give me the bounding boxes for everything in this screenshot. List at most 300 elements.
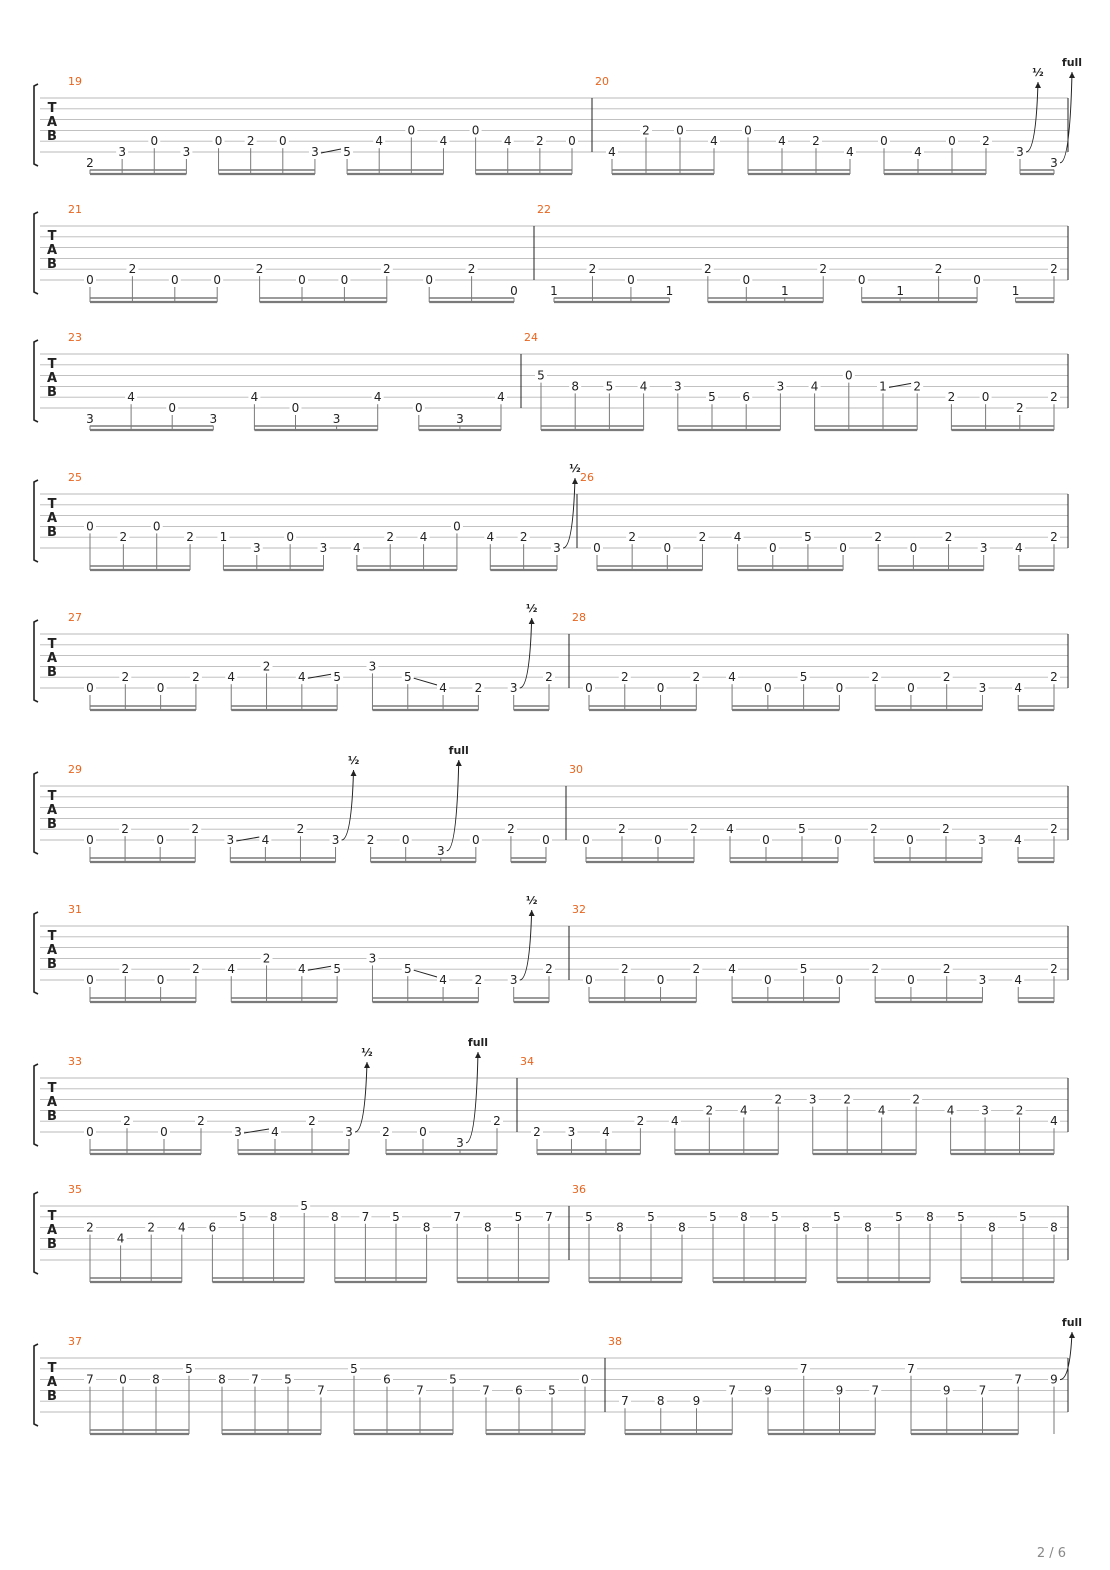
fret-number: 2 [536, 134, 544, 149]
tab-clef-letter: A [46, 1223, 58, 1238]
measure-number: 19 [68, 75, 82, 88]
fret-number: 9 [692, 1394, 701, 1409]
fret-number: 4 [726, 822, 734, 837]
fret-number: 1 [665, 283, 674, 298]
fret-number: 2 [692, 962, 701, 977]
fret-number: 8 [802, 1220, 810, 1235]
measure-number: 31 [68, 903, 82, 916]
measure-number: 27 [68, 611, 82, 624]
measure-number: 23 [68, 331, 82, 344]
fret-number: 2 [192, 670, 200, 685]
fret-number: 2 [197, 1114, 205, 1129]
fret-number: 2 [474, 973, 483, 987]
measure-number: 30 [569, 763, 583, 776]
fret-number: 5 [647, 1209, 655, 1224]
fret-number: 7 [453, 1209, 462, 1224]
tab-clef-letter: B [47, 525, 57, 540]
tab-clef-letter: T [47, 789, 57, 804]
fret-number: 2 [191, 822, 200, 837]
fret-number: 0 [156, 681, 165, 695]
staff-system [34, 1192, 1068, 1282]
fret-number: 2 [628, 530, 636, 545]
fret-number: 0 [86, 273, 94, 287]
fret-number: 2 [819, 262, 828, 277]
fret-number: 3 [553, 541, 561, 555]
bend-arrowhead [475, 1052, 481, 1058]
fret-number: 7 [1014, 1372, 1023, 1387]
fret-number: 2 [934, 262, 943, 277]
measure-number: 32 [572, 903, 586, 916]
measure-number: 22 [537, 203, 551, 216]
fret-number: 0 [593, 541, 601, 555]
fret-number: 3 [331, 833, 340, 847]
fret-number: 0 [340, 273, 349, 287]
fret-number: 4 [439, 973, 447, 987]
fret-number: 2 [128, 262, 137, 277]
fret-number: 0 [906, 833, 914, 847]
fret-number: 0 [86, 1125, 94, 1139]
measure-number: 25 [68, 471, 82, 484]
staff-brace [34, 912, 38, 994]
tab-clef-letter: T [47, 357, 57, 372]
fret-number: 5 [239, 1209, 247, 1224]
bend-label: ½ [569, 462, 581, 475]
fret-number: 4 [946, 1103, 955, 1118]
fret-number: 4 [778, 134, 786, 149]
tab-clef-letter: T [47, 497, 57, 512]
fret-number: 2 [246, 134, 255, 149]
fret-number: 3 [345, 1125, 353, 1139]
fret-number: 8 [926, 1209, 934, 1224]
measure-number: 33 [68, 1055, 82, 1068]
fret-number: 0 [981, 390, 990, 405]
measure-number: 20 [595, 75, 609, 88]
fret-number: 5 [537, 368, 545, 383]
fret-number: 0 [214, 134, 223, 149]
fret-number: 8 [864, 1220, 872, 1235]
fret-number: 4 [1014, 973, 1023, 987]
fret-number: 2 [870, 822, 878, 837]
slide-line [414, 970, 437, 977]
fret-number: 3 [234, 1125, 242, 1139]
fret-number: 4 [639, 379, 648, 394]
fret-number: 0 [510, 283, 518, 298]
fret-number: 0 [676, 123, 684, 138]
fret-number: 8 [422, 1220, 431, 1235]
fret-number: 7 [317, 1383, 325, 1398]
bend-arrow [447, 760, 459, 851]
fret-number: 3 [673, 379, 682, 394]
fret-number: 2 [982, 134, 990, 149]
fret-number: 0 [472, 833, 480, 847]
fret-number: 3 [567, 1125, 576, 1139]
fret-number: 0 [907, 973, 915, 987]
fret-number: 8 [656, 1394, 665, 1409]
fret-number: 4 [1015, 541, 1023, 555]
fret-number: 7 [978, 1383, 987, 1398]
measure-number: 28 [572, 611, 586, 624]
fret-number: 5 [333, 670, 341, 685]
fret-number: 2 [618, 822, 626, 837]
fret-number: 8 [483, 1220, 492, 1235]
fret-number: 2 [705, 1103, 714, 1118]
fret-number: 0 [86, 519, 94, 534]
fret-number: 5 [585, 1209, 593, 1224]
bend-label: full [1061, 56, 1083, 69]
fret-number: 5 [771, 1209, 779, 1224]
fret-number: 2 [704, 262, 712, 277]
fret-number: 5 [895, 1209, 903, 1224]
fret-number: 4 [602, 1125, 610, 1139]
fret-number: 4 [353, 541, 361, 555]
fret-number: 0 [298, 273, 306, 287]
measure-number: 35 [68, 1183, 82, 1196]
fret-number: 5 [403, 962, 412, 977]
tab-clef-letter: A [46, 651, 58, 666]
fret-number: 3 [252, 541, 261, 555]
fret-number: 0 [857, 273, 866, 287]
fret-number: 3 [456, 1135, 464, 1150]
fret-number: 5 [514, 1209, 523, 1224]
fret-number: 9 [764, 1383, 772, 1398]
fret-number: 3 [368, 951, 377, 966]
tab-clef-letter: B [47, 1109, 57, 1124]
fret-number: 0 [286, 530, 294, 545]
bend-arrowhead [529, 910, 535, 916]
fret-number: 3 [436, 843, 445, 858]
fret-number: 0 [656, 681, 665, 695]
tab-clef-letter: B [47, 817, 57, 832]
fret-number: 7 [86, 1372, 94, 1387]
fret-number: 2 [913, 379, 922, 394]
fret-number: 4 [439, 681, 447, 695]
fret-number: 0 [764, 681, 772, 695]
fret-number: 2 [942, 822, 950, 837]
fret-number: 0 [86, 973, 94, 987]
fret-number: 2 [262, 659, 271, 674]
fret-number: 2 [692, 670, 701, 685]
fret-number: 5 [300, 1199, 309, 1213]
fret-number: 0 [907, 681, 915, 695]
fret-number: 2 [698, 530, 707, 545]
fret-number: 2 [1050, 822, 1058, 837]
fret-number: 8 [988, 1220, 996, 1235]
fret-number: 1 [550, 283, 558, 298]
fret-number: 2 [1050, 670, 1058, 685]
bend-label: full [467, 1036, 489, 1049]
fret-number: 4 [914, 145, 922, 159]
fret-number: 2 [121, 962, 130, 977]
tab-clef-letter: A [46, 371, 58, 386]
fret-number: 7 [416, 1383, 424, 1398]
tab-clef-letter: A [46, 115, 58, 130]
fret-number: 0 [909, 541, 918, 555]
fret-number: 0 [585, 973, 593, 987]
fret-number: 2 [519, 530, 528, 545]
fret-number: 2 [493, 1114, 501, 1129]
fret-number: 4 [728, 670, 736, 685]
fret-number: 1 [780, 283, 789, 298]
bend-label: ½ [525, 602, 538, 615]
fret-number: 3 [368, 659, 377, 674]
staff-brace [34, 84, 38, 166]
fret-number: 2 [912, 1092, 920, 1107]
tab-clef-letter: T [47, 229, 57, 244]
tab-clef-letter: T [47, 1361, 57, 1376]
tab-clef-letter: B [47, 257, 57, 272]
staff-system [34, 478, 1068, 570]
fret-number: 0 [582, 833, 590, 847]
fret-number: 2 [467, 262, 476, 277]
fret-number: 4 [877, 1103, 886, 1118]
fret-number: 2 [690, 822, 698, 837]
fret-number: 0 [86, 833, 94, 847]
fret-number: 9 [1050, 1372, 1058, 1387]
fret-number: 0 [880, 134, 888, 149]
fret-number: 8 [571, 379, 580, 394]
fret-number: 2 [545, 962, 553, 977]
bend-arrowhead [572, 478, 578, 484]
fret-number: 2 [366, 833, 375, 847]
fret-number: 0 [156, 833, 164, 847]
fret-number: 3 [182, 145, 191, 159]
fret-number: 0 [419, 1125, 427, 1139]
fret-number: 2 [308, 1114, 316, 1129]
fret-number: 4 [486, 530, 495, 545]
fret-number: 0 [663, 541, 672, 555]
fret-number: 5 [392, 1209, 400, 1224]
fret-number: 7 [728, 1383, 737, 1398]
fret-number: 4 [671, 1114, 679, 1129]
fret-number: 8 [152, 1372, 160, 1387]
fret-number: 5 [798, 822, 806, 837]
bend-arrowhead [1069, 72, 1075, 78]
fret-number: 3 [978, 833, 986, 847]
fret-number: 4 [846, 145, 854, 159]
fret-number: 0 [425, 273, 434, 287]
fret-number: 2 [86, 155, 94, 170]
fret-number: 0 [86, 681, 94, 695]
bend-arrowhead [1035, 82, 1041, 88]
fret-number: 0 [414, 401, 423, 415]
fret-number: 2 [255, 262, 264, 277]
fret-number: 0 [835, 973, 844, 987]
fret-number: 2 [843, 1092, 852, 1107]
fret-number: 3 [319, 541, 328, 555]
fret-number: 0 [119, 1372, 127, 1387]
fret-number: 3 [226, 833, 235, 847]
fret-number: 2 [774, 1092, 783, 1107]
fret-number: 5 [605, 379, 614, 394]
fret-number: 5 [799, 670, 808, 685]
measure-number: 24 [524, 331, 538, 344]
fret-number: 0 [585, 681, 593, 695]
fret-number: 5 [333, 962, 341, 977]
fret-number: 7 [799, 1361, 808, 1376]
fret-number: 4 [227, 962, 236, 977]
fret-number: 7 [251, 1372, 259, 1387]
fret-number: 0 [401, 833, 410, 847]
fret-number: 4 [733, 530, 742, 545]
fret-number: 2 [947, 390, 956, 405]
fret-number: 6 [208, 1220, 217, 1235]
fret-number: 8 [1050, 1220, 1058, 1235]
fret-number: 4 [739, 1103, 748, 1118]
fret-number: 3 [979, 541, 988, 555]
fret-number: 3 [978, 973, 987, 987]
bend-arrowhead [1069, 1332, 1075, 1338]
fret-number: 3 [509, 973, 518, 987]
tab-clef-letter: T [47, 929, 57, 944]
fret-number: 0 [170, 273, 179, 287]
staff-system [34, 910, 1068, 1002]
fret-number: 3 [311, 145, 319, 159]
fret-number: 3 [509, 681, 518, 695]
fret-number: 3 [981, 1103, 989, 1118]
fret-number: 3 [86, 411, 94, 426]
fret-number: 2 [1015, 401, 1024, 415]
fret-number: 0 [768, 541, 777, 555]
fret-number: 0 [654, 833, 662, 847]
staff-brace [34, 620, 38, 702]
fret-number: 8 [218, 1372, 226, 1387]
fret-number: 0 [762, 833, 770, 847]
bend-label: ½ [361, 1046, 373, 1059]
tab-clef-letter: B [47, 129, 57, 144]
bend-arrowhead [364, 1062, 370, 1068]
fret-number: 3 [209, 411, 218, 426]
fret-number: 4 [298, 962, 306, 977]
fret-number: 2 [1050, 530, 1058, 545]
fret-number: 4 [439, 134, 448, 149]
fret-number: 5 [709, 1209, 717, 1224]
fret-number: 1 [879, 379, 887, 394]
fret-number: 0 [152, 519, 161, 534]
fret-number: 4 [227, 670, 236, 685]
fret-number: 8 [330, 1209, 339, 1224]
bend-arrow [1060, 1332, 1072, 1380]
fret-number: 3 [808, 1092, 817, 1107]
fret-number: 0 [656, 973, 665, 987]
fret-number: 4 [298, 670, 306, 685]
fret-number: 4 [127, 390, 135, 405]
fret-number: 4 [728, 962, 736, 977]
fret-number: 4 [1050, 1114, 1058, 1129]
bend-arrowhead [529, 618, 535, 624]
fret-number: 3 [1016, 145, 1024, 159]
fret-number: 4 [116, 1231, 125, 1246]
fret-number: 7 [871, 1383, 880, 1398]
fret-number: 0 [291, 401, 300, 415]
measure-number: 21 [68, 203, 82, 216]
fret-number: 2 [1050, 390, 1058, 405]
fret-number: 1 [1011, 283, 1020, 298]
fret-number: 0 [742, 273, 751, 287]
fret-number: 2 [507, 822, 515, 837]
fret-number: 3 [118, 145, 126, 159]
fret-number: 0 [213, 273, 222, 287]
tab-clef-letter: A [46, 1095, 58, 1110]
bend-label: ½ [1032, 66, 1044, 79]
fret-number: 0 [834, 833, 842, 847]
measure-number: 36 [572, 1183, 586, 1196]
fret-number: 0 [168, 401, 177, 415]
fret-number: 2 [192, 962, 200, 977]
fret-number: 2 [533, 1125, 541, 1139]
fret-number: 2 [386, 530, 395, 545]
fret-number: 0 [764, 973, 772, 987]
fret-number: 4 [250, 390, 259, 405]
fret-number: 3 [456, 411, 464, 426]
bend-arrowhead [456, 760, 462, 766]
fret-number: 2 [123, 1114, 131, 1129]
fret-number: 2 [620, 670, 629, 685]
fret-number: 2 [262, 951, 271, 966]
fret-number: 1 [896, 283, 904, 298]
tab-clef-letter: T [47, 1081, 57, 1096]
staff-system [34, 618, 1068, 710]
tab-clef-letter: A [46, 511, 58, 526]
fret-number: 5 [957, 1209, 965, 1224]
fret-number: 0 [471, 123, 480, 138]
fret-number: 5 [185, 1361, 193, 1376]
fret-number: 2 [545, 670, 553, 685]
fret-number: 4 [261, 833, 270, 847]
fret-number: 2 [121, 822, 129, 837]
staff-brace [34, 1192, 38, 1274]
fret-number: 2 [874, 530, 883, 545]
tab-clef-letter: T [47, 101, 57, 116]
measure-number: 26 [580, 471, 594, 484]
fret-number: 5 [804, 530, 812, 545]
fret-number: 2 [296, 822, 305, 837]
fret-number: 6 [742, 390, 751, 405]
fret-number: 5 [1019, 1209, 1027, 1224]
measure-number: 37 [68, 1335, 82, 1348]
fret-number: 9 [835, 1383, 844, 1398]
fret-number: 2 [86, 1220, 94, 1235]
fret-number: 2 [942, 670, 951, 685]
measure-number: 29 [68, 763, 82, 776]
fret-number: 7 [907, 1361, 915, 1376]
fret-number: 4 [608, 145, 616, 159]
fret-number: 2 [147, 1220, 156, 1235]
fret-number: 0 [744, 123, 752, 138]
fret-number: 7 [361, 1209, 370, 1224]
fret-number: 2 [1050, 262, 1058, 277]
fret-number: 2 [871, 962, 879, 977]
tab-clef-letter: B [47, 385, 57, 400]
fret-number: 5 [403, 670, 412, 685]
fret-number: 3 [1050, 155, 1058, 170]
fret-number: 5 [548, 1383, 556, 1398]
tab-clef-letter: B [47, 1389, 57, 1404]
fret-number: 6 [515, 1383, 523, 1398]
tab-clef-letter: A [46, 243, 58, 258]
fret-number: 2 [1015, 1103, 1024, 1118]
bend-label: full [448, 744, 469, 757]
fret-number: 2 [382, 1125, 390, 1139]
bend-label: full [1061, 1316, 1083, 1329]
fret-number: 0 [627, 273, 635, 287]
fret-number: 2 [944, 530, 953, 545]
fret-number: 4 [497, 390, 505, 405]
fret-number: 4 [271, 1125, 279, 1139]
bend-arrowhead [351, 770, 357, 776]
fret-number: 3 [332, 411, 341, 426]
fret-number: 4 [419, 530, 428, 545]
fret-number: 0 [160, 1125, 168, 1139]
